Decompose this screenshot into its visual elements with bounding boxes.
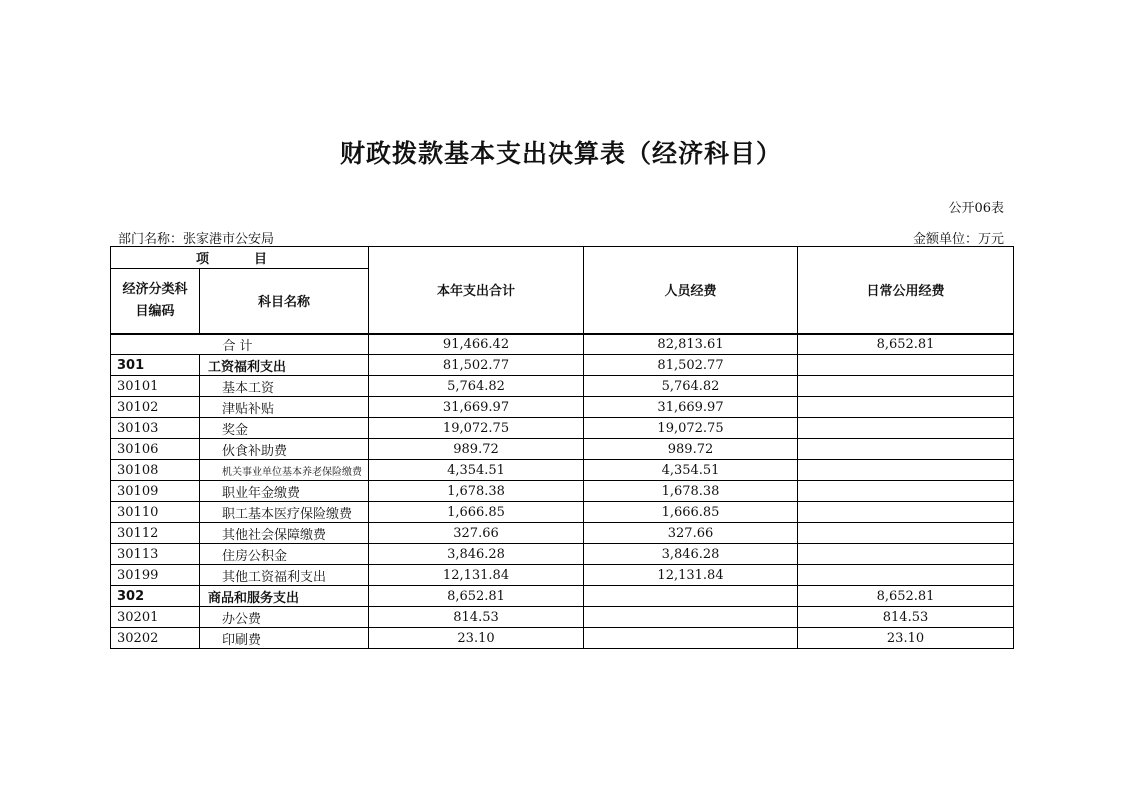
row-name: 工资福利支出 [200, 355, 369, 376]
row-name: 商品和服务支出 [200, 586, 369, 607]
row-public [798, 481, 1014, 502]
row-code: 301 [111, 355, 200, 376]
expenditure-table [110, 246, 1014, 649]
row-name: 奖金 [200, 418, 369, 439]
row-public: 8,652.81 [798, 586, 1014, 607]
row-total: 23.10 [369, 628, 584, 649]
row-public [798, 544, 1014, 565]
row-code: 30106 [111, 439, 200, 460]
total-row [111, 334, 1014, 355]
table-row [111, 481, 1014, 502]
row-code: 30112 [111, 523, 200, 544]
table-row [111, 418, 1014, 439]
amount-unit: 金额单位：万元 [912, 232, 1004, 247]
row-public [798, 397, 1014, 418]
total-amount: 91,466.42 [369, 334, 584, 355]
table-row [111, 502, 1014, 523]
row-code: 30101 [111, 376, 200, 397]
row-public [798, 439, 1014, 460]
header-row-top [111, 247, 1014, 269]
row-total: 327.66 [369, 523, 584, 544]
total-public: 8,652.81 [798, 334, 1014, 355]
department-name: 部门名称：张家港市公安局 [118, 232, 275, 247]
row-public [798, 565, 1014, 586]
row-public [798, 376, 1014, 397]
row-personnel [584, 607, 798, 628]
row-name: 伙食补助费 [200, 439, 369, 460]
table-row [111, 523, 1014, 544]
row-code: 30102 [111, 397, 200, 418]
total-personnel: 82,813.61 [584, 334, 798, 355]
row-name: 其他工资福利支出 [200, 565, 369, 586]
row-personnel: 1,678.38 [584, 481, 798, 502]
row-name: 基本工资 [200, 376, 369, 397]
row-total: 814.53 [369, 607, 584, 628]
row-total: 4,354.51 [369, 460, 584, 481]
row-public [798, 502, 1014, 523]
row-public [798, 355, 1014, 376]
row-total: 12,131.84 [369, 565, 584, 586]
header-public: 日常公用经费 [798, 247, 1014, 334]
table-row [111, 607, 1014, 628]
row-public [798, 460, 1014, 481]
table-row [111, 628, 1014, 649]
table-row [111, 439, 1014, 460]
total-label: 合计 [111, 334, 369, 355]
row-personnel: 12,131.84 [584, 565, 798, 586]
row-code: 30113 [111, 544, 200, 565]
header-code: 经济分类科目编码 [111, 269, 200, 334]
row-total: 1,678.38 [369, 481, 584, 502]
row-total: 1,666.85 [369, 502, 584, 523]
row-code: 30202 [111, 628, 200, 649]
row-total: 989.72 [369, 439, 584, 460]
row-personnel: 3,846.28 [584, 544, 798, 565]
row-personnel: 81,502.77 [584, 355, 798, 376]
form-number: 公开06表 [948, 201, 1004, 216]
row-code: 30103 [111, 418, 200, 439]
header-item: 项 目 [111, 247, 369, 269]
table-row [111, 544, 1014, 565]
row-name: 其他社会保障缴费 [200, 523, 369, 544]
row-public: 814.53 [798, 607, 1014, 628]
row-public [798, 418, 1014, 439]
row-public [798, 523, 1014, 544]
row-total: 5,764.82 [369, 376, 584, 397]
row-total: 3,846.28 [369, 544, 584, 565]
row-personnel: 19,072.75 [584, 418, 798, 439]
row-code: 30199 [111, 565, 200, 586]
header-name: 科目名称 [200, 269, 369, 334]
row-name: 住房公积金 [200, 544, 369, 565]
page-title: 财政拨款基本支出决算表（经济科目） [339, 139, 782, 168]
row-total: 31,669.97 [369, 397, 584, 418]
row-name: 办公费 [200, 607, 369, 628]
row-code: 30201 [111, 607, 200, 628]
header-total: 本年支出合计 [369, 247, 584, 334]
table-row [111, 460, 1014, 481]
table-row [111, 376, 1014, 397]
row-personnel [584, 586, 798, 607]
row-personnel: 1,666.85 [584, 502, 798, 523]
row-code: 30108 [111, 460, 200, 481]
row-personnel: 5,764.82 [584, 376, 798, 397]
row-name: 机关事业单位基本养老保险缴费 [200, 460, 369, 481]
row-name: 职工基本医疗保险缴费 [200, 502, 369, 523]
row-personnel: 989.72 [584, 439, 798, 460]
row-total: 19,072.75 [369, 418, 584, 439]
table-row [111, 355, 1014, 376]
row-name: 津贴补贴 [200, 397, 369, 418]
table-row [111, 397, 1014, 418]
row-code: 302 [111, 586, 200, 607]
table-row [111, 586, 1014, 607]
row-personnel [584, 628, 798, 649]
table-row [111, 565, 1014, 586]
row-total: 8,652.81 [369, 586, 584, 607]
row-total: 81,502.77 [369, 355, 584, 376]
row-personnel: 327.66 [584, 523, 798, 544]
row-public: 23.10 [798, 628, 1014, 649]
row-code: 30109 [111, 481, 200, 502]
row-name: 职业年金缴费 [200, 481, 369, 502]
row-name: 印刷费 [200, 628, 369, 649]
row-personnel: 31,669.97 [584, 397, 798, 418]
header-personnel: 人员经费 [584, 247, 798, 334]
row-code: 30110 [111, 502, 200, 523]
row-personnel: 4,354.51 [584, 460, 798, 481]
